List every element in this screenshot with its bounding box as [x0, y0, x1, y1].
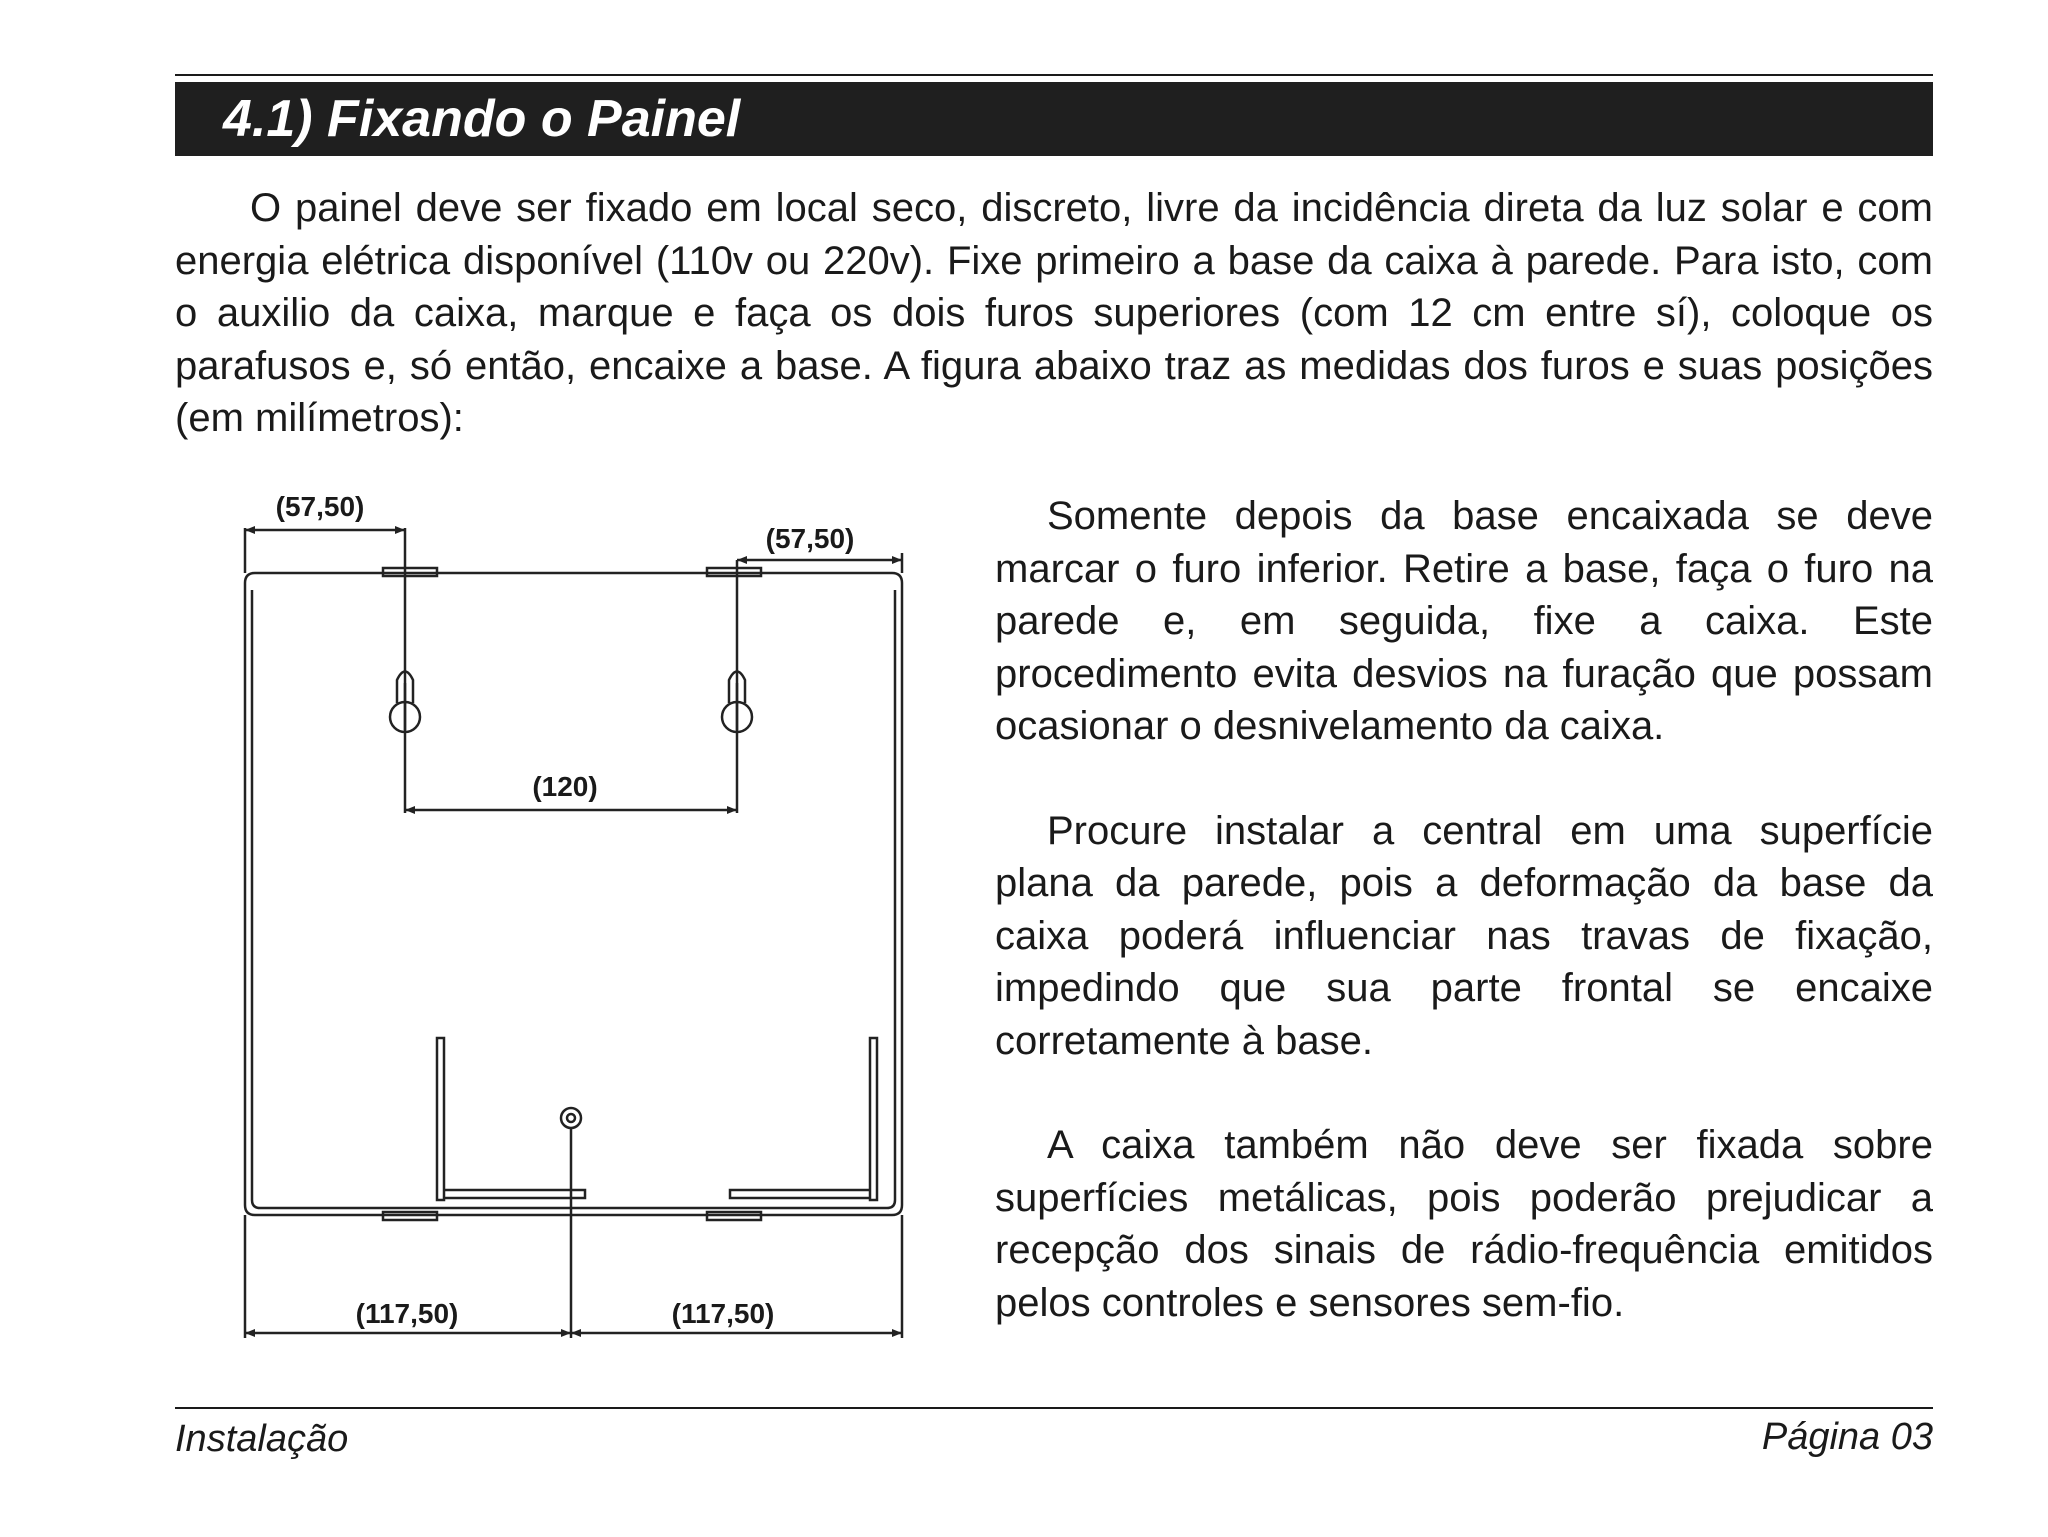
intro-paragraph: O painel deve ser fixado em local seco, discreto, livre da incidência direta da luz solar e com energia elétrica disponível (110v ou 220v). Fixe primeiro a base da caixa à parede. Para isto, com o auxilio da caixa, marque e faça os dois furos superiores (com 12 cm entre sí), coloque os parafusos e, só então, encaixe a base. A figura abaixo traz as medidas dos furos e suas posições (em milímetros):	[175, 186, 1933, 440]
dim-top-right: (57,50)	[765, 523, 855, 554]
mounting-diagram	[215, 478, 915, 1358]
footer-page-number: Página 03	[1761, 1416, 1933, 1458]
right-column	[995, 490, 1933, 1381]
dim-top-left: (57,50)	[275, 491, 365, 522]
paragraph-metal: A caixa também não deve ser fixada sobre superfícies metálicas, pois poderão prejudicar a recepção dos sinais de rádio-frequência emitidos pelos controles e sensores sem-fio.	[995, 1123, 1933, 1325]
bottom-rule	[175, 1407, 1933, 1409]
dim-middle: (120)	[532, 771, 598, 802]
paragraph-base: Somente depois da base encaixada se deve marcar o furo inferior. Retire a base, faça o furo na parede e, em seguida, fixe a caixa. Este procedimento evita desvios na furação que possam ocasionar o desnivelamento da caixa.	[995, 494, 1933, 748]
top-rule	[175, 74, 1933, 76]
footer-section: Instalação	[175, 1418, 349, 1460]
dim-bottom-right: (117,50)	[671, 1298, 775, 1329]
paragraph-surface: Procure instalar a central em uma superfície plana da parede, pois a deformação da base da caixa poderá influenciar nas travas de fixação, impedindo que sua parte frontal se encaixe corretamente à base.	[995, 808, 1933, 1063]
section-title: 4.1) Fixando o Painel	[175, 82, 1933, 156]
dim-bottom-left: (117,50)	[355, 1298, 459, 1329]
